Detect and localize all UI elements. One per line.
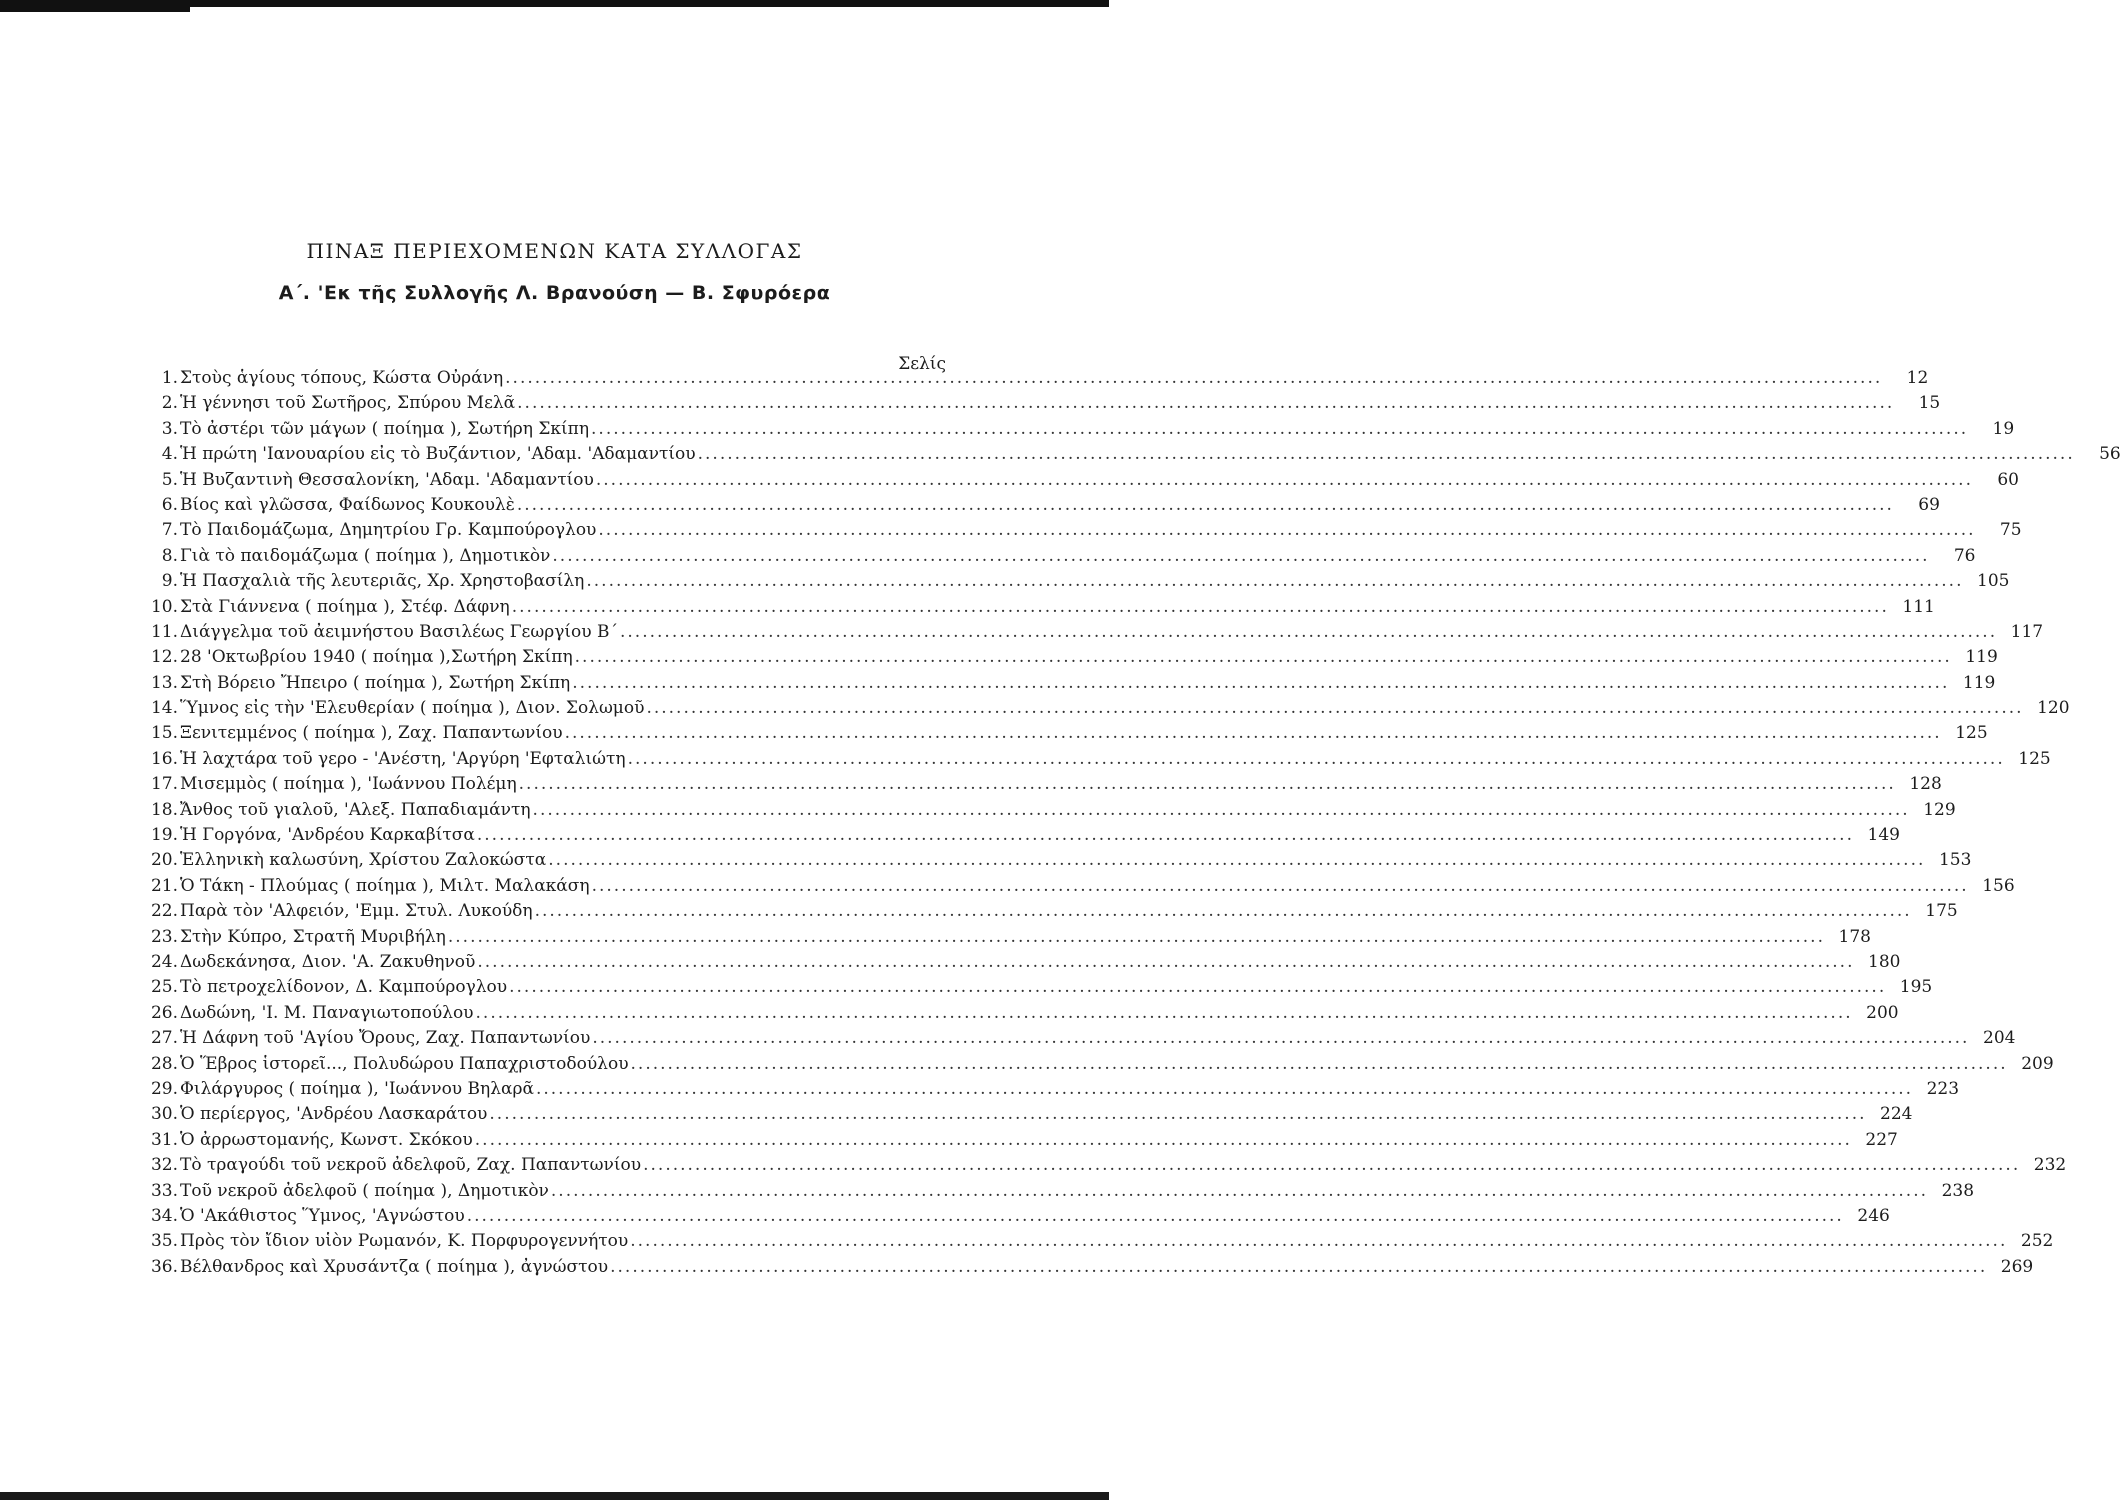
- toc-dot-leader: [550, 544, 1935, 569]
- toc-dot-leader: [608, 1255, 1993, 1280]
- toc-entry-number: 27.: [150, 1028, 178, 1049]
- toc-dot-leader: [590, 1026, 1975, 1051]
- toc-entry-title: Ἑλληνικὴ καλωσύνη, Χρίστου Ζαλοκώστα: [180, 850, 547, 871]
- toc-entry-number: 22.: [150, 901, 178, 922]
- toc-entry: [140, 544, 1976, 569]
- toc-entry: [140, 721, 1988, 746]
- toc-dot-leader: [629, 1052, 2014, 1077]
- toc-dot-leader: [533, 899, 1918, 924]
- toc-entry-page: 149: [1867, 825, 1900, 846]
- toc-entry: [140, 950, 1901, 975]
- toc-entry-page: 195: [1899, 977, 1933, 998]
- scan-top-border-tab: [0, 0, 190, 12]
- toc-dot-leader: [590, 874, 1975, 899]
- toc-dot-leader: [626, 747, 2011, 772]
- toc-entry-page: 153: [1938, 850, 1972, 871]
- toc-entry-number: 16.: [150, 748, 178, 769]
- toc-entry-number: 4.: [161, 444, 178, 465]
- toc-entry-number: 10.: [150, 596, 178, 617]
- toc-entry-title: Διάγγελμα τοῦ ἀειμνήστου Βασιλέως Γεωργίου Β΄: [180, 621, 618, 642]
- toc-dot-leader: [446, 925, 1831, 950]
- toc-dot-leader: [549, 1179, 1934, 1204]
- toc-entry-page: 119: [1962, 672, 1996, 693]
- toc-dot-leader: [534, 1077, 1919, 1102]
- toc-entry-page: 76: [1953, 545, 1976, 566]
- toc-entry-number: 34.: [150, 1205, 178, 1226]
- toc-entry-title: Φιλάργυρος ( ποίημα ), 'Ιωάννου Βηλαρᾶ: [180, 1078, 534, 1099]
- toc-entry-page: 156: [1982, 875, 2015, 896]
- toc-entry: [140, 1102, 1913, 1127]
- toc-entry: [140, 518, 2022, 543]
- toc-dot-leader: [618, 620, 2003, 645]
- toc-entry-title: Γιὰ τὸ παιδομάζωμα ( ποίημα ), Δημοτικὸν: [180, 545, 551, 566]
- toc-entry-page: 246: [1857, 1205, 1890, 1226]
- toc-entry-page: 224: [1880, 1104, 1913, 1125]
- toc-entry-page: 69: [1918, 494, 1940, 515]
- toc-entry-title: Ἡ Γοργόνα, 'Ανδρέου Καρκαβίτσα: [180, 825, 475, 846]
- toc-entry-number: 3.: [161, 418, 178, 439]
- toc-entry-title: Τοῦ νεκροῦ ἀδελφοῦ ( ποίημα ), Δημοτικὸν: [180, 1180, 549, 1201]
- page-title: ΠΙΝΑΞ ΠΕΡΙΕΧΟΜΕΝΩΝ ΚΑΤΑ ΣΥΛΛΟΓΑΣ: [306, 239, 803, 264]
- toc-entry-title: Ἡ Βυζαντινὴ Θεσσαλονίκη, 'Αδαμ. 'Αδαμαντίου: [180, 469, 594, 490]
- toc-entry-page: 105: [1977, 571, 2010, 592]
- toc-entry-page: 128: [1909, 774, 1942, 795]
- toc-entry-number: 15.: [150, 723, 178, 744]
- toc-entry-page: 111: [1902, 596, 1935, 617]
- page-column-header: Σελίς: [898, 354, 946, 374]
- toc-entry: [140, 1052, 2054, 1077]
- toc-entry-page: 19: [1992, 418, 2015, 439]
- toc-entry: [140, 1255, 2034, 1280]
- toc-entry: [140, 493, 1940, 518]
- toc-entry: [140, 366, 1929, 391]
- toc-entry-page: 252: [2020, 1231, 2054, 1252]
- toc-entry-page: 180: [1868, 951, 1901, 972]
- toc-entry-title: Τὸ πετροχελίδονον, Δ. Καμπούρογλου: [180, 977, 508, 998]
- collection-heading: Α΄. 'Εκ τῆς Συλλογῆς Λ. Βρανούση — Β. Σφυρόερα: [278, 282, 831, 304]
- toc-entry-number: 19.: [150, 825, 178, 846]
- toc-dot-leader: [475, 950, 1860, 975]
- toc-dot-leader: [584, 569, 1969, 594]
- toc-entry-title: Ὁ Ἕβρος ἱστορεῖ..., Πολυδώρου Παπαχριστοδούλου: [180, 1053, 629, 1074]
- toc-entry-title: Ἡ Δάφνη τοῦ 'Αγίου Ὄρους, Ζαχ. Παπαντωνίου: [180, 1028, 591, 1049]
- toc-entry-page: 117: [2010, 621, 2044, 642]
- toc-entry-number: 13.: [150, 672, 178, 693]
- toc-entry-number: 32.: [150, 1155, 178, 1176]
- toc-entry-number: 36.: [150, 1256, 178, 1277]
- toc-entry-number: 21.: [150, 875, 178, 896]
- toc-dot-leader: [515, 391, 1900, 416]
- toc-entry-number: 1.: [161, 368, 178, 388]
- toc-entry-number: 11.: [150, 621, 178, 642]
- toc-entry-title: Δωδεκάνησα, Διον. 'Α. Ζακυθηνοῦ: [180, 951, 476, 972]
- toc-dot-leader: [696, 442, 2081, 467]
- toc-entry-number: 31.: [150, 1129, 178, 1150]
- toc-entry: [140, 442, 2121, 467]
- toc-dot-leader: [573, 645, 1958, 670]
- toc-entry-title: Ἡ λαχτάρα τοῦ γερο - 'Ανέστη, 'Αργύρη 'Εφταλιώτη: [180, 748, 626, 769]
- toc-entry: [140, 823, 1900, 848]
- toc-dot-leader: [546, 848, 1931, 873]
- toc-dot-leader: [474, 1001, 1859, 1026]
- toc-dot-leader: [596, 518, 1981, 543]
- toc-entry-title: Μισεμμὸς ( ποίημα ), 'Ιωάννου Πολέμη: [180, 774, 517, 795]
- toc-entry: [140, 1026, 2016, 1051]
- toc-entry-title: Ὁ 'Ακάθιστος Ὕμνος, 'Αγνώστου: [180, 1205, 465, 1226]
- toc-entry-title: Πρὸς τὸν ἴδιον υἱὸν Ρωμανόν, Κ. Πορφυρογεννήτου: [180, 1231, 629, 1252]
- toc-entry-title: Βέλθανδρος καὶ Χρυσάντζα ( ποίημα ), ἀγνώστου: [180, 1256, 609, 1277]
- toc-entry: [140, 747, 2051, 772]
- toc-dot-leader: [473, 1128, 1858, 1153]
- toc-entry-title: Τὸ Παιδομάζωμα, Δημητρίου Γρ. Καμπούρογλου: [180, 520, 597, 541]
- toc-entry-page: 178: [1838, 926, 1871, 947]
- toc-dot-leader: [487, 1102, 1872, 1127]
- toc-entry-page: 204: [1983, 1028, 2016, 1049]
- toc-entry-page: 232: [2033, 1155, 2067, 1176]
- toc-entry: [140, 1128, 1898, 1153]
- toc-entry-page: 120: [2037, 698, 2070, 719]
- toc-entry-title: Στὴν Κύπρο, Στρατῆ Μυριβήλη: [180, 926, 446, 947]
- toc-entry-number: 14.: [150, 698, 178, 719]
- toc-dot-leader: [507, 975, 1892, 1000]
- toc-entry-number: 29.: [150, 1078, 178, 1099]
- toc-entry-title: Στὰ Γιάννενα ( ποίημα ), Στέφ. Δάφνη: [180, 596, 510, 617]
- toc-entry-title: 28 'Οκτωβρίου 1940 ( ποίημα ),Σωτήρη Σκίπη: [180, 647, 573, 668]
- toc-entry-title: Παρὰ τὸν 'Αλφειόν, 'Εμμ. Στυλ. Λυκούδη: [180, 901, 533, 922]
- toc-dot-leader: [510, 595, 1895, 620]
- toc-dot-leader: [570, 671, 1955, 696]
- toc-dot-leader: [503, 366, 1888, 391]
- toc-entry-title: Ἄνθος τοῦ γιαλοῦ, 'Αλεξ. Παπαδιαμάντη: [180, 799, 531, 820]
- toc-entry-number: 12.: [150, 647, 178, 668]
- toc-entry-page: 119: [1965, 647, 1998, 668]
- toc-entry-page: 125: [1955, 723, 1988, 744]
- toc-entry-number: 24.: [150, 951, 178, 972]
- toc-entry-title: Στοὺς ἁγίους τόπους, Κώστα Οὐράνη: [180, 368, 504, 388]
- toc-entry: [140, 899, 1958, 924]
- toc-entry: [140, 671, 1996, 696]
- toc-entry: [140, 620, 2044, 645]
- toc-dot-leader: [594, 468, 1979, 493]
- toc-entry-page: 200: [1866, 1002, 1899, 1023]
- toc-entry-page: 129: [1923, 799, 1956, 820]
- toc-entry-number: 35.: [150, 1231, 178, 1252]
- toc-entry-number: 18.: [150, 799, 178, 820]
- toc-entry-number: 7.: [161, 520, 178, 541]
- toc-dot-leader: [589, 417, 1974, 442]
- toc-dot-leader: [563, 721, 1948, 746]
- toc-dot-leader: [515, 493, 1900, 518]
- toc-entry: [140, 569, 2010, 594]
- toc-entry: [140, 1229, 2054, 1254]
- toc-entry-page: 60: [1997, 469, 2019, 490]
- toc-entry-page: 75: [1999, 520, 2022, 541]
- toc-entry-number: 25.: [150, 977, 178, 998]
- toc-dot-leader: [517, 772, 1902, 797]
- toc-entry-number: 5.: [161, 469, 178, 490]
- toc-entry-number: 8.: [161, 545, 178, 566]
- toc-entry: [140, 1001, 1899, 1026]
- toc-entry-page: 56: [2099, 444, 2121, 465]
- toc-dot-leader: [475, 823, 1860, 848]
- toc-entry-page: 269: [2000, 1256, 2034, 1277]
- toc-entry-page: 15: [1918, 393, 1941, 414]
- toc-entry-number: 33.: [150, 1180, 178, 1201]
- toc-entry-title: Ξενιτεμμένος ( ποίημα ), Ζαχ. Παπαντωνίου: [180, 723, 563, 744]
- toc-entry: [140, 645, 1998, 670]
- toc-entry-number: 6.: [161, 494, 178, 515]
- toc-entry-number: 26.: [150, 1002, 178, 1023]
- toc-entry: [140, 798, 1956, 823]
- toc-entry-page: 238: [1941, 1180, 1975, 1201]
- table-of-contents: [140, 366, 2121, 1280]
- toc-entry: [140, 1204, 1890, 1229]
- toc-entry-title: Ὁ περίεργος, 'Ανδρέου Λασκαράτου: [180, 1104, 488, 1125]
- toc-dot-leader: [531, 798, 1916, 823]
- toc-entry-number: 2.: [161, 393, 178, 414]
- toc-entry-title: Ὕμνος εἰς τὴν 'Ελευθερίαν ( ποίημα ), Διον. Σολωμοῦ: [180, 698, 645, 719]
- toc-entry-title: Ἡ πρώτη 'Ιανουαρίου εἰς τὸ Βυζάντιον, 'Αδαμ. 'Αδαμαντίου: [180, 444, 696, 465]
- scan-bottom-border: [0, 1492, 1109, 1500]
- toc-dot-leader: [644, 696, 2029, 721]
- toc-entry-page: 125: [2018, 748, 2051, 769]
- toc-entry: [140, 468, 2019, 493]
- toc-entry: [140, 848, 1972, 873]
- toc-entry-number: 17.: [150, 774, 178, 795]
- toc-entry: [140, 595, 1935, 620]
- toc-entry-title: Τὸ ἀστέρι τῶν μάγων ( ποίημα ), Σωτήρη Σκίπη: [180, 418, 590, 439]
- toc-entry-title: Βίος καὶ γλῶσσα, Φαίδωνος Κουκουλὲ: [180, 494, 515, 515]
- toc-entry: [140, 417, 2015, 442]
- toc-entry-title: Δωδώνη, 'Ι. Μ. Παναγιωτοπούλου: [180, 1002, 474, 1023]
- toc-entry-page: 227: [1865, 1129, 1898, 1150]
- toc-entry: [140, 1077, 1960, 1102]
- toc-entry-title: Στὴ Βόρειο Ἤπειρο ( ποίημα ), Σωτήρη Σκίπη: [180, 672, 571, 693]
- toc-entry: [140, 975, 1933, 1000]
- toc-entry: [140, 772, 1942, 797]
- toc-entry: [140, 391, 1941, 416]
- toc-entry-title: Ἡ γέννησι τοῦ Σωτῆρος, Σπύρου Μελᾶ: [180, 393, 516, 414]
- toc-entry: [140, 874, 2015, 899]
- toc-entry-number: 9.: [161, 571, 178, 592]
- toc-entry: [140, 696, 2070, 721]
- toc-entry: [140, 925, 1871, 950]
- toc-entry-title: Ἡ Πασχαλιὰ τῆς λευτεριᾶς, Χρ. Χρηστοβασίλη: [180, 571, 585, 592]
- toc-entry-page: 209: [2021, 1053, 2054, 1074]
- toc-entry-title: Ὁ ἀρρωστομανής, Κωνστ. Σκόκου: [180, 1129, 473, 1150]
- toc-entry-page: 223: [1926, 1078, 1960, 1099]
- toc-entry-number: 30.: [150, 1104, 178, 1125]
- toc-dot-leader: [465, 1204, 1850, 1229]
- toc-dot-leader: [628, 1229, 2013, 1254]
- toc-dot-leader: [641, 1153, 2026, 1178]
- toc-entry-page: 12: [1906, 368, 1929, 388]
- toc-entry: [140, 1179, 1975, 1204]
- toc-entry-number: 28.: [150, 1053, 178, 1074]
- toc-entry-number: 20.: [150, 850, 178, 871]
- toc-entry-title: Τὸ τραγούδι τοῦ νεκροῦ ἀδελφοῦ, Ζαχ. Παπαντωνίου: [180, 1155, 642, 1176]
- toc-entry-page: 175: [1925, 901, 1958, 922]
- toc-entry-title: Ὁ Τάκη - Πλούμας ( ποίημα ), Μιλτ. Μαλακάση: [180, 875, 590, 896]
- toc-entry-number: 23.: [150, 926, 178, 947]
- toc-entry: [140, 1153, 2067, 1178]
